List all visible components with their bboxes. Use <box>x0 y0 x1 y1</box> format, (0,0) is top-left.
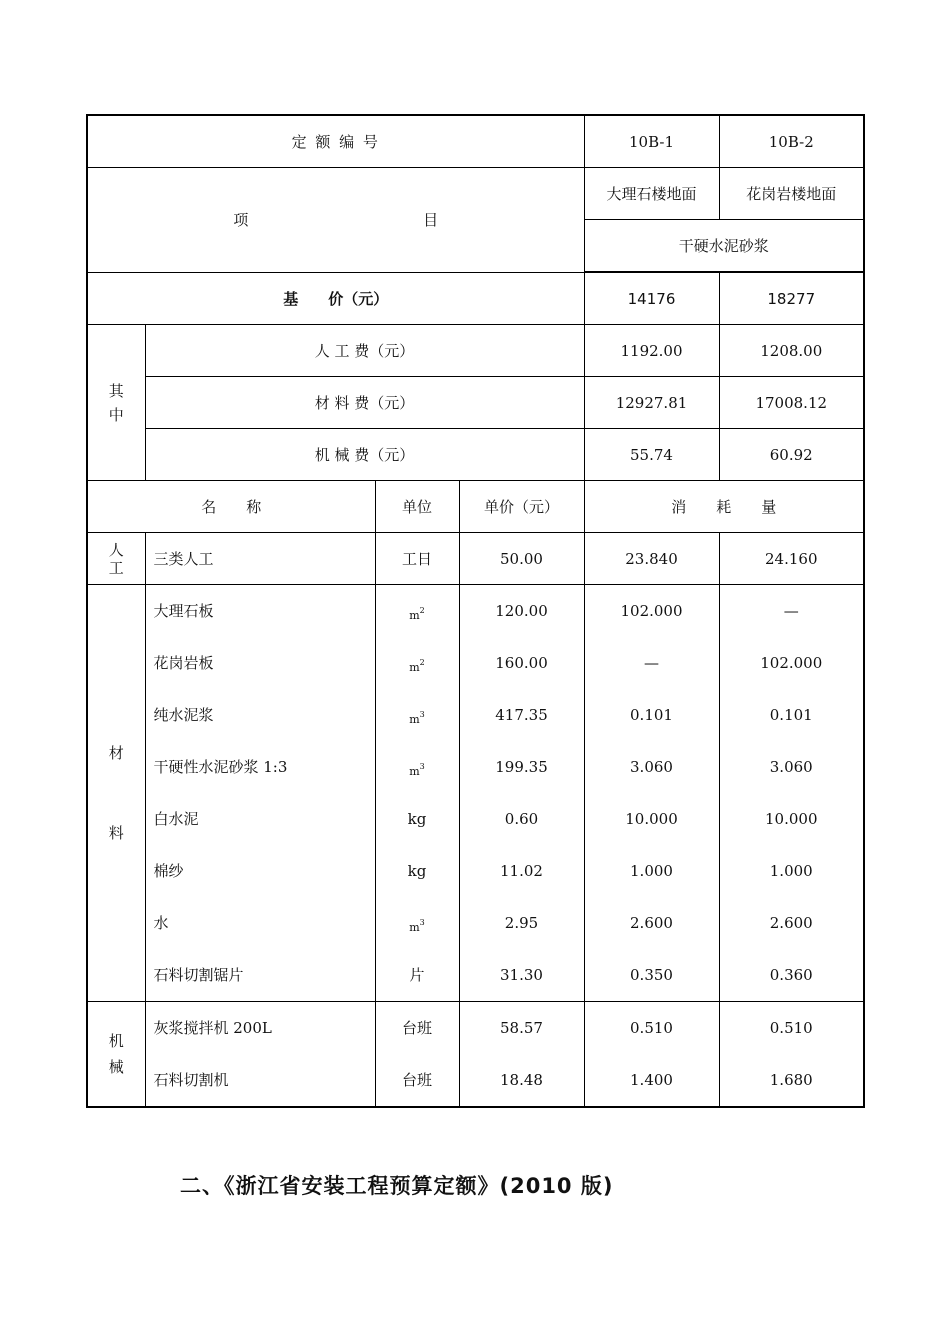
among-value: 1192.00 <box>584 325 719 377</box>
material-unit <box>376 741 459 793</box>
machinery-side-top: 机 <box>108 1032 124 1050</box>
machinery-name-col <box>145 1002 375 1108</box>
resource-qty-1: 23.840 <box>584 533 719 585</box>
labor-row <box>87 533 864 585</box>
code-row <box>87 115 864 168</box>
column-header-row <box>87 481 864 533</box>
labor-side-bottom: 工 <box>108 558 124 577</box>
item-2: 花岗岩楼地面 <box>719 168 864 220</box>
material-unit <box>376 897 459 949</box>
base-price-1: 14176 <box>584 272 719 325</box>
material-price: 120.00 <box>495 602 548 620</box>
resource-unit: 工日 <box>375 533 459 585</box>
material-unit: kg <box>407 862 427 880</box>
material-name: 大理石板 <box>153 602 214 620</box>
material-name: 棉纱 <box>153 862 184 880</box>
material-unit <box>376 585 459 637</box>
col-unit-price: 单价（元） <box>459 481 584 533</box>
materials-side-bottom: 料 <box>108 824 124 842</box>
material-price: 199.35 <box>495 758 548 776</box>
among-value: 55.74 <box>584 429 719 481</box>
item-1: 大理石楼地面 <box>584 168 719 220</box>
material-qty-2: 3.060 <box>769 758 813 776</box>
among-value: 60.92 <box>719 429 864 481</box>
machine-price: 58.57 <box>500 1019 543 1037</box>
material-price: 11.02 <box>500 862 543 880</box>
materials-price-col <box>459 585 584 1002</box>
material-price: 0.60 <box>504 810 539 828</box>
material-price: 417.35 <box>495 706 548 724</box>
material-qty-2: 102.000 <box>760 654 823 672</box>
material-name: 花岗岩板 <box>153 654 214 672</box>
material-qty-1: 3.060 <box>630 758 673 776</box>
col-consumption: 消 耗 量 <box>584 481 864 533</box>
material-unit: 片 <box>409 966 425 984</box>
among-value: 1208.00 <box>719 325 864 377</box>
base-price-row <box>87 272 864 325</box>
resource-price: 50.00 <box>459 533 584 585</box>
item-label-right: 目 <box>423 211 439 230</box>
material-price: 160.00 <box>495 654 548 672</box>
among-side-top: 其 <box>108 381 124 400</box>
among-row <box>87 325 864 377</box>
materials-qty1-col <box>584 585 719 1002</box>
material-qty-2: 2.600 <box>769 914 813 932</box>
item-label <box>87 168 584 273</box>
among-row <box>87 377 864 429</box>
material-price: 2.95 <box>504 914 539 932</box>
item-label-left: 项 <box>233 211 249 230</box>
machine-unit: 台班 <box>401 1019 432 1037</box>
resource-qty-2: 24.160 <box>719 533 864 585</box>
quota-table <box>86 114 865 1108</box>
materials-unit-col <box>375 585 459 1002</box>
unit-base: m <box>409 713 420 726</box>
material-unit <box>376 637 459 689</box>
machinery-side-bottom: 械 <box>108 1058 124 1076</box>
among-value: 17008.12 <box>719 377 864 429</box>
material-price: 31.30 <box>500 966 543 984</box>
among-side-label <box>87 325 145 481</box>
materials-name-col <box>145 585 375 1002</box>
col-unit: 单位 <box>375 481 459 533</box>
unit-base: m <box>409 921 420 934</box>
machinery-unit-col <box>375 1002 459 1108</box>
unit-exponent: 3 <box>419 710 425 719</box>
among-label: 材 料 费（元） <box>145 377 584 429</box>
machine-name: 灰浆搅拌机 200L <box>153 1019 272 1037</box>
material-qty-2: 0.101 <box>769 706 813 724</box>
unit-exponent: 3 <box>419 762 425 771</box>
code-label: 定 额 编 号 <box>87 115 584 168</box>
labor-side-top: 人 <box>108 540 124 559</box>
material-qty-1: 0.101 <box>630 706 673 724</box>
machine-unit: 台班 <box>401 1071 432 1089</box>
unit-exponent: 2 <box>419 606 425 615</box>
among-label: 人 工 费（元） <box>145 325 584 377</box>
unit-base: m <box>409 765 420 778</box>
material-qty-1: 10.000 <box>625 810 678 828</box>
material-name: 干硬性水泥砂浆 1:3 <box>153 758 288 776</box>
code-1: 10B-1 <box>584 115 719 168</box>
material-qty-1: 0.350 <box>630 966 673 984</box>
machine-qty-1: 1.400 <box>630 1071 673 1089</box>
machinery-qty1-col <box>584 1002 719 1108</box>
among-row <box>87 429 864 481</box>
materials-side-label <box>87 585 145 1002</box>
sub-item: 干硬水泥砂浆 <box>584 220 864 273</box>
resource-name: 三类人工 <box>145 533 375 585</box>
material-qty-2: — <box>783 602 799 620</box>
among-label: 机 械 费（元） <box>145 429 584 481</box>
materials-block <box>87 585 864 1002</box>
among-value: 12927.81 <box>584 377 719 429</box>
machine-qty-2: 0.510 <box>769 1019 813 1037</box>
section-heading: 二、《浙江省安装工程预算定额》(2010 版) <box>180 1174 614 1198</box>
material-qty-2: 1.000 <box>769 862 813 880</box>
material-name: 石料切割锯片 <box>153 966 244 984</box>
material-qty-1: 102.000 <box>620 602 683 620</box>
machine-price: 18.48 <box>500 1071 543 1089</box>
material-name: 纯水泥浆 <box>153 706 214 724</box>
machinery-block <box>87 1002 864 1108</box>
material-qty-2: 0.360 <box>769 966 813 984</box>
materials-side-top: 材 <box>108 744 124 762</box>
base-price-label: 基 价（元） <box>87 272 584 325</box>
machinery-price-col <box>459 1002 584 1108</box>
material-name: 水 <box>153 914 169 932</box>
material-qty-1: — <box>644 654 659 672</box>
material-unit <box>376 689 459 741</box>
base-price-2: 18277 <box>719 272 864 325</box>
unit-exponent: 2 <box>419 658 425 667</box>
unit-base: m <box>409 661 420 674</box>
machinery-side-label <box>87 1002 145 1108</box>
unit-exponent: 3 <box>419 918 425 927</box>
machine-qty-1: 0.510 <box>630 1019 673 1037</box>
code-2: 10B-2 <box>719 115 864 168</box>
material-qty-2: 10.000 <box>765 810 818 828</box>
material-qty-1: 1.000 <box>630 862 673 880</box>
unit-base: m <box>409 609 420 622</box>
labor-side-label <box>87 533 145 585</box>
material-unit: kg <box>407 810 427 828</box>
materials-qty2-col <box>719 585 864 1002</box>
col-name: 名 称 <box>87 481 375 533</box>
material-name: 白水泥 <box>153 810 199 828</box>
machine-qty-2: 1.680 <box>769 1071 813 1089</box>
machinery-qty2-col <box>719 1002 864 1108</box>
among-side-bottom: 中 <box>108 405 124 424</box>
machine-name: 石料切割机 <box>153 1071 229 1089</box>
item-row <box>87 168 864 220</box>
material-qty-1: 2.600 <box>630 914 673 932</box>
